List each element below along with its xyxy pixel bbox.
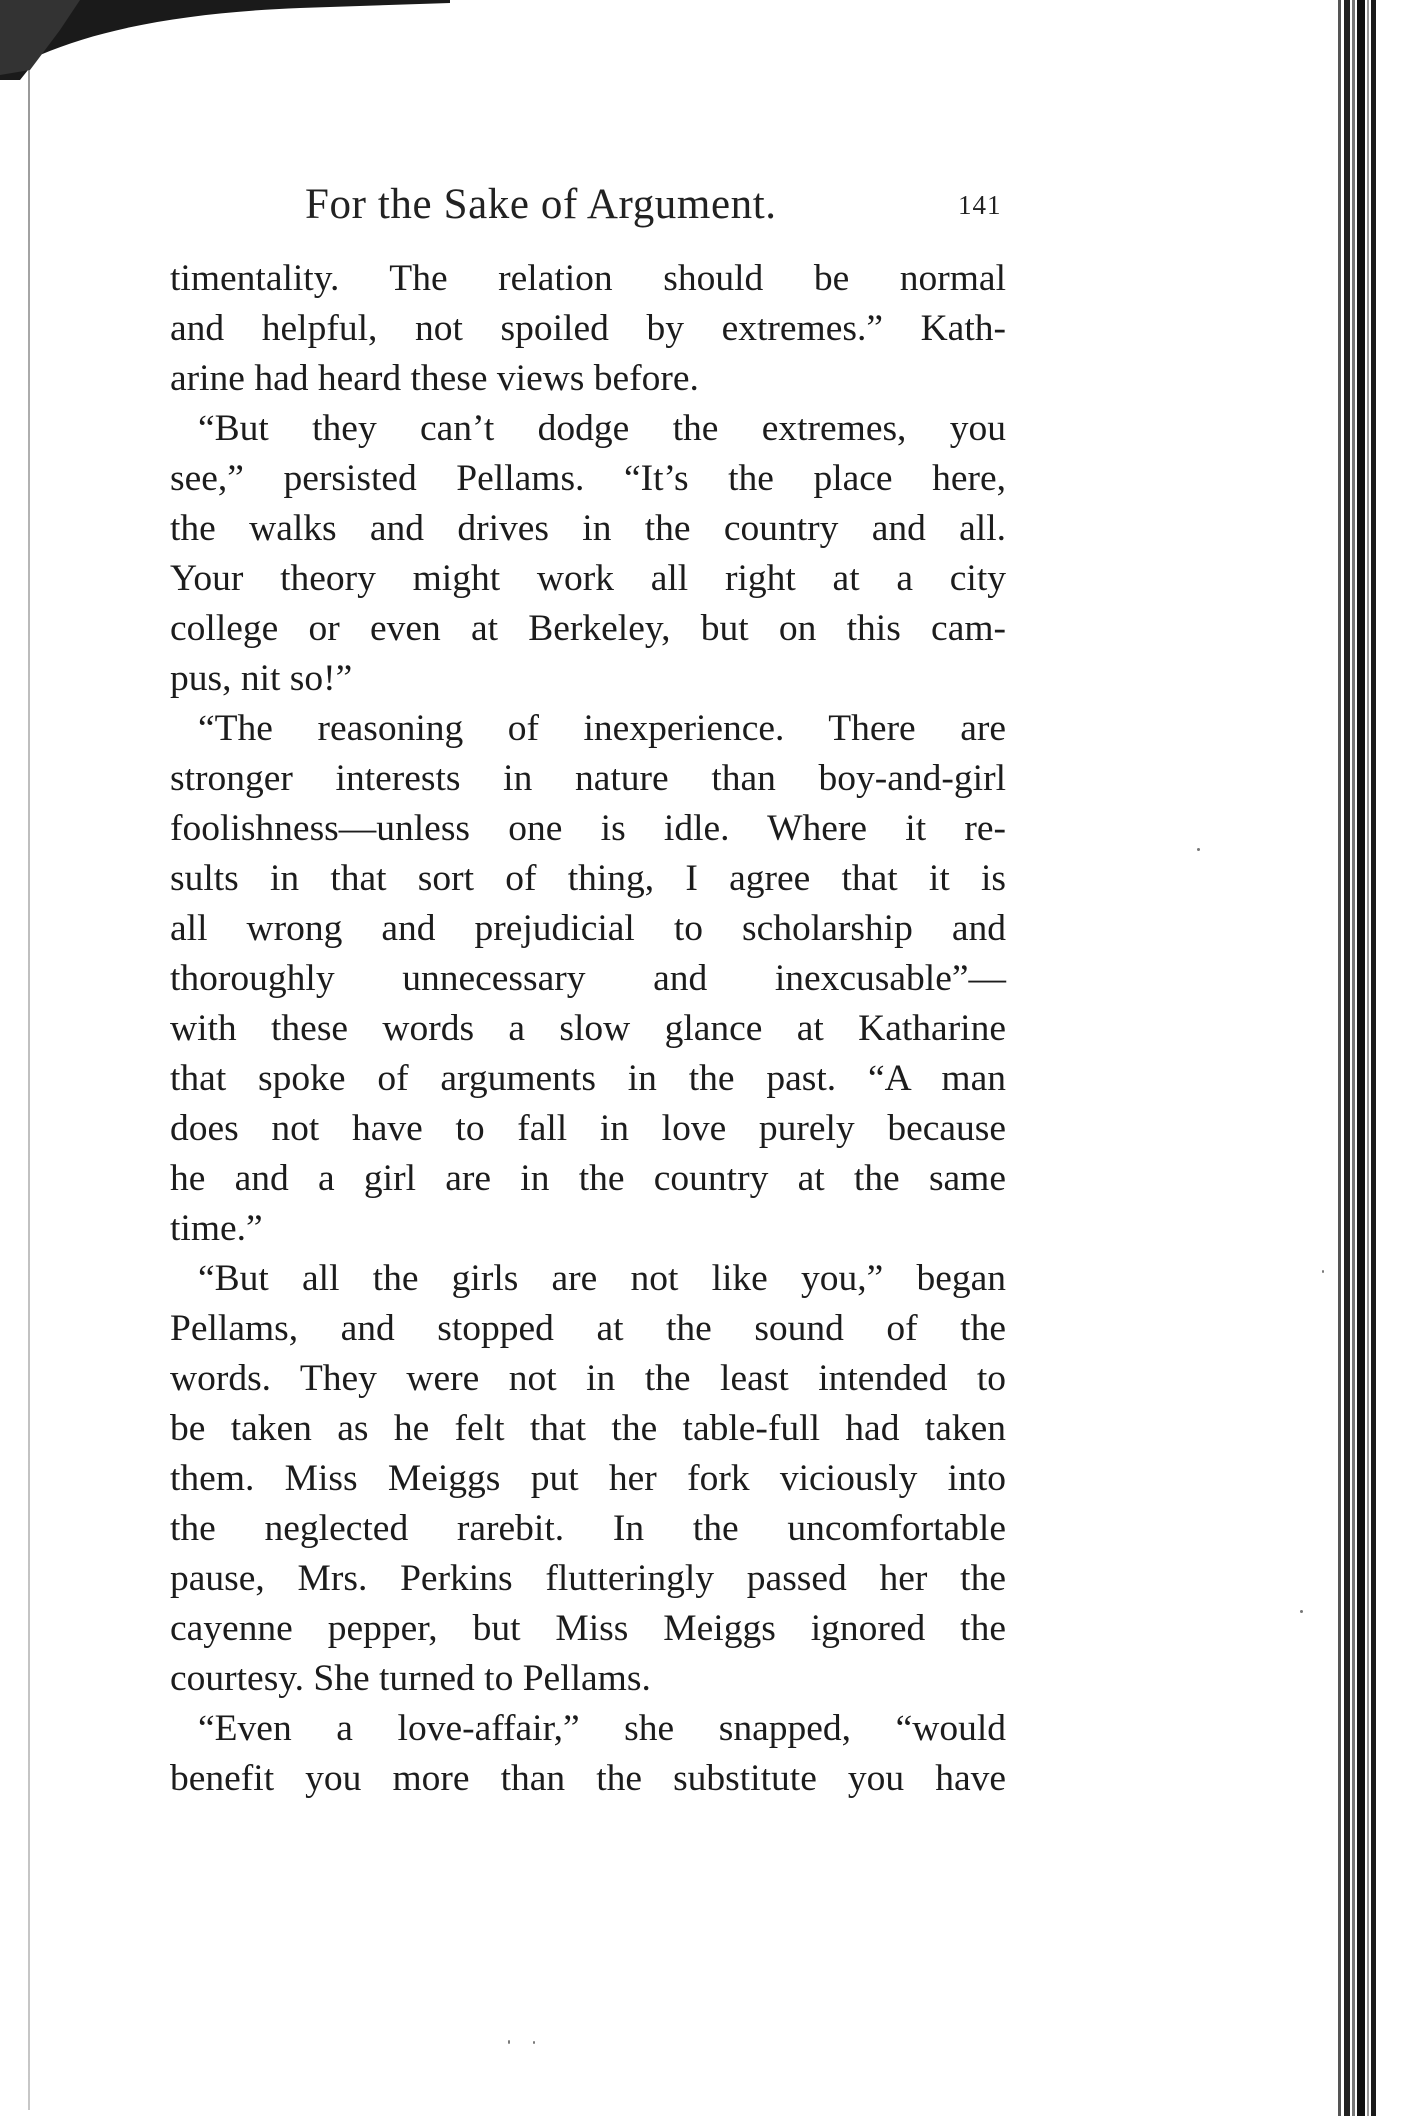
text-line: “The reasoning of inexperience. There are — [198, 708, 1006, 749]
text-line: stronger interests in nature than boy-and-girl — [170, 758, 1006, 799]
dust-speck — [1322, 1270, 1324, 1273]
text-line: college or even at Berkeley, but on this cam- — [170, 608, 1006, 649]
running-head — [0, 180, 1402, 250]
text-line: with these words a slow glance at Katharine — [170, 1008, 1006, 1049]
text-line: words. They were not in the least intended to — [170, 1358, 1006, 1399]
text-line: Pellams, and stopped at the sound of the — [170, 1308, 1006, 1349]
dust-speck — [533, 2041, 535, 2044]
text-line: benefit you more than the substitute you have — [170, 1758, 1006, 1799]
text-line: foolishness—unless one is idle. Where it re- — [170, 808, 1006, 849]
scan-corner-shadow — [0, 0, 450, 80]
text-line: time.” — [170, 1208, 263, 1249]
page-left-edge — [28, 70, 30, 2110]
text-line: does not have to fall in love purely because — [170, 1108, 1006, 1149]
running-title: For the Sake of Argument. — [305, 181, 777, 228]
text-line: them. Miss Meiggs put her fork viciously into — [170, 1458, 1006, 1499]
text-line: the neglected rarebit. In the uncomfortable — [170, 1508, 1006, 1549]
book-binding-edge — [1336, 0, 1402, 2116]
text-line: cayenne pepper, but Miss Meiggs ignored the — [170, 1608, 1006, 1649]
text-line: and helpful, not spoiled by extremes.” Kath- — [170, 308, 1006, 349]
text-line: sults in that sort of thing, I agree that it is — [170, 858, 1006, 899]
text-line: arine had heard these views before. — [170, 358, 699, 399]
text-line: “Even a love-affair,” she snapped, “would — [198, 1708, 1006, 1749]
dust-speck — [508, 2040, 510, 2044]
text-line: Your theory might work all right at a city — [170, 558, 1006, 599]
text-line: timentality. The relation should be normal — [170, 258, 1006, 299]
text-line: thoroughly unnecessary and inexcusable”— — [170, 958, 1006, 999]
text-line: courtesy. She turned to Pellams. — [170, 1658, 651, 1699]
dust-speck — [1300, 1610, 1303, 1613]
text-line: pause, Mrs. Perkins flutteringly passed her the — [170, 1558, 1006, 1599]
text-line: be taken as he felt that the table-full had taken — [170, 1408, 1006, 1449]
text-line: pus, nit so!” — [170, 658, 353, 699]
text-line: see,” persisted Pellams. “It’s the place here, — [170, 458, 1006, 499]
text-line: all wrong and prejudicial to scholarship and — [170, 908, 1006, 949]
text-line: that spoke of arguments in the past. “A man — [170, 1058, 1006, 1099]
body-text — [170, 254, 1006, 1804]
text-line: he and a girl are in the country at the same — [170, 1158, 1006, 1199]
page-number: 141 — [958, 190, 1002, 220]
text-line: “But all the girls are not like you,” began — [198, 1258, 1006, 1299]
text-line: the walks and drives in the country and all. — [170, 508, 1006, 549]
text-line: “But they can’t dodge the extremes, you — [198, 408, 1006, 449]
dust-speck — [1197, 848, 1200, 851]
